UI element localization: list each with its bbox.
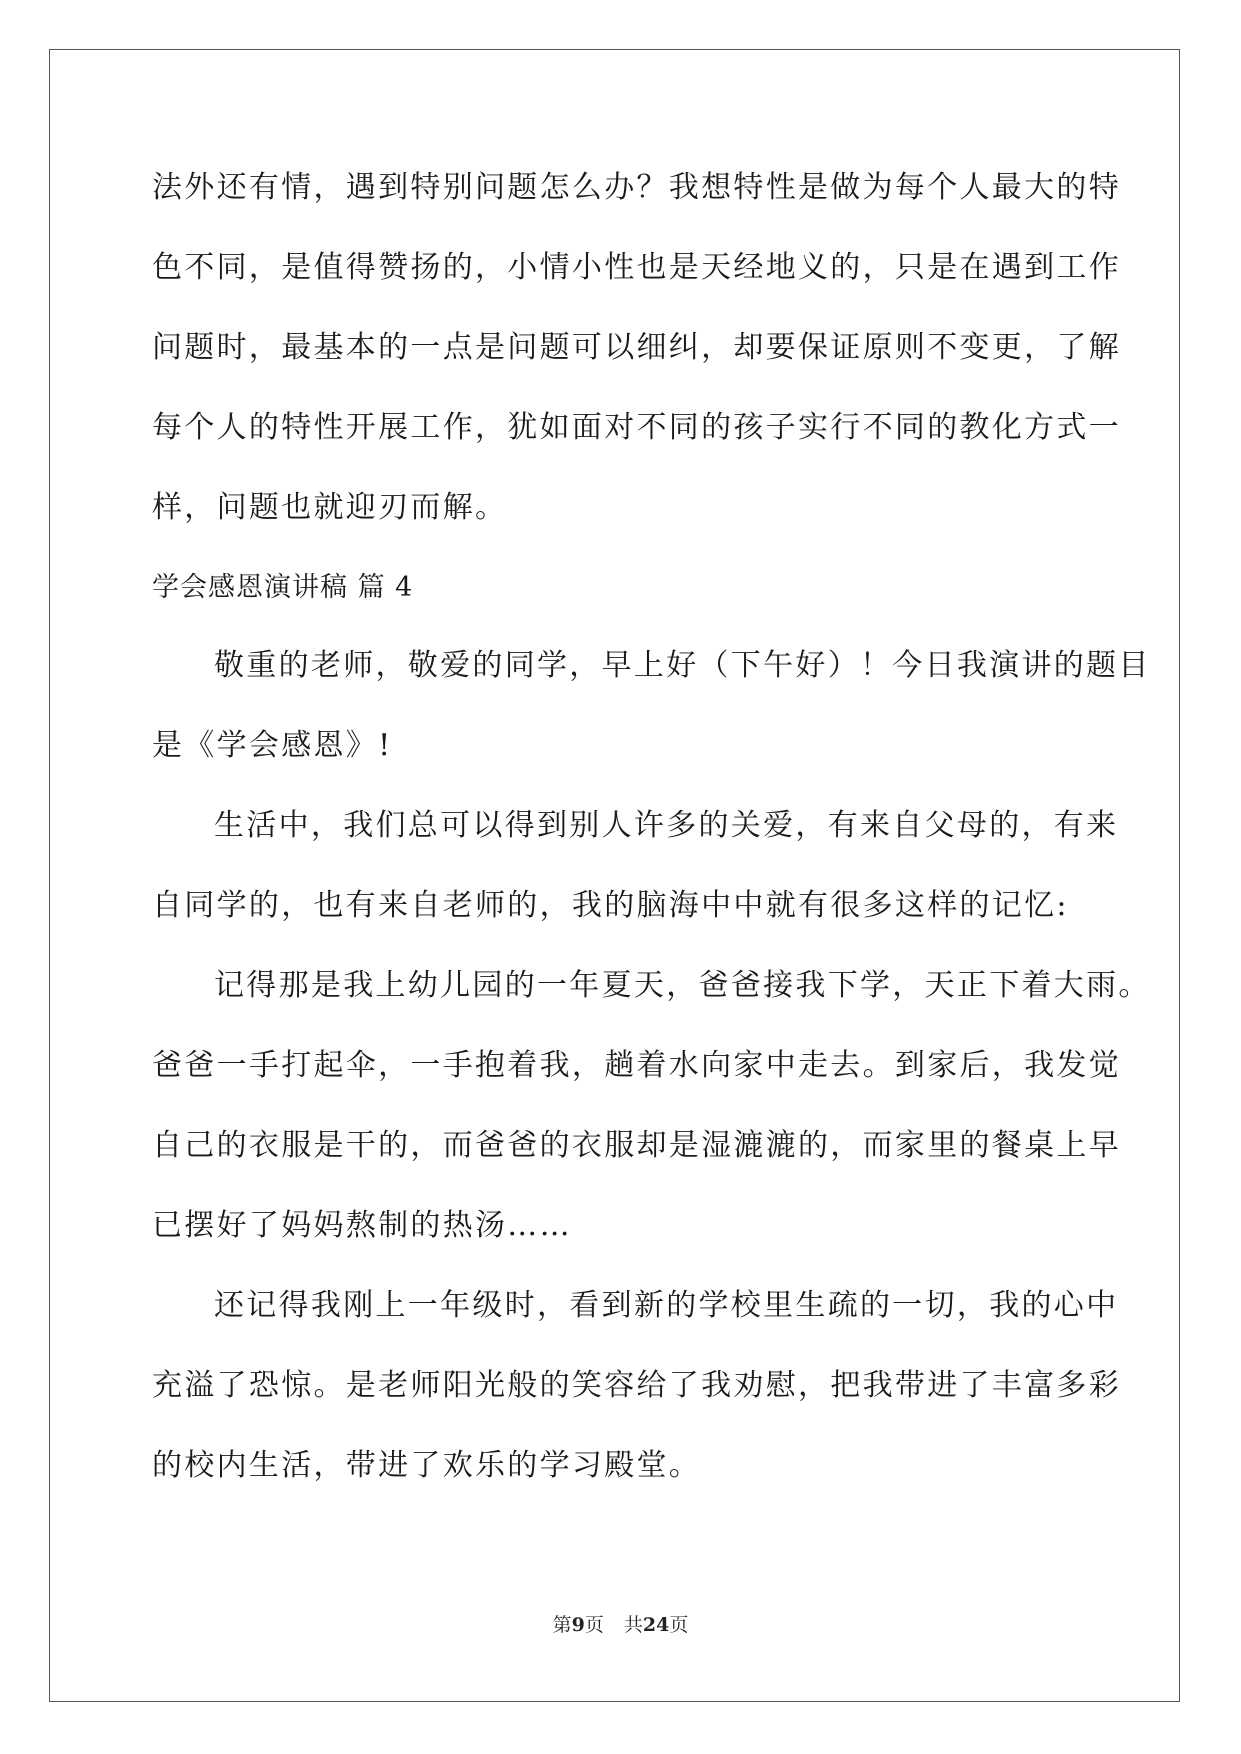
page-footer (0, 1613, 1241, 1637)
total-pages: 24 (642, 1614, 670, 1636)
section-heading: 学会感恩演讲稿 篇 4 (152, 572, 414, 603)
page-number: 9 (571, 1614, 585, 1636)
text-line: 自己的衣服是干的，而爸爸的衣服却是湿漉漉的，而家里的餐桌上早 (152, 1128, 1121, 1163)
text-line: 敬重的老师，敬爱的同学，早上好（下午好）！今日我演讲的题目 (214, 648, 1151, 683)
text-line: 还记得我刚上一年级时，看到新的学校里生疏的一切，我的心中 (214, 1288, 1119, 1323)
text-line: 自同学的，也有来自老师的，我的脑海中中就有很多这样的记忆: (152, 888, 1069, 923)
text-line: 每个人的特性开展工作，犹如面对不同的孩子实行不同的教化方式一 (152, 410, 1121, 445)
text-line: 样，问题也就迎刃而解。 (152, 490, 508, 525)
text-line: 爸爸一手打起伞，一手抱着我，趟着水向家中走去。到家后，我发觉 (152, 1048, 1121, 1083)
page-prefix: 第 (552, 1614, 572, 1636)
text-line: 生活中，我们总可以得到别人许多的关爱，有来自父母的，有来 (214, 808, 1119, 843)
text-line: 色不同，是值得赞扬的，小情小性也是天经地义的，只是在遇到工作 (152, 250, 1121, 285)
total-prefix: 共 (623, 1614, 643, 1636)
text-line: 已摆好了妈妈熬制的热汤…… (152, 1208, 572, 1243)
text-line: 问题时，最基本的一点是问题可以细纠，却要保证原则不变更，了解 (152, 330, 1121, 365)
text-line: 充溢了恐惊。是老师阳光般的笑容给了我劝慰，把我带进了丰富多彩 (152, 1368, 1121, 1403)
page-suffix: 页 (584, 1614, 604, 1636)
text-line: 法外还有情，遇到特别问题怎么办？我想特性是做为每个人最大的特 (152, 170, 1121, 205)
text-line: 的校内生活，带进了欢乐的学习殿堂。 (152, 1448, 702, 1483)
total-suffix: 页 (669, 1614, 689, 1636)
text-line: 是《学会感恩》! (152, 728, 393, 763)
text-line: 记得那是我上幼儿园的一年夏天，爸爸接我下学，天正下着大雨。 (214, 968, 1151, 1003)
